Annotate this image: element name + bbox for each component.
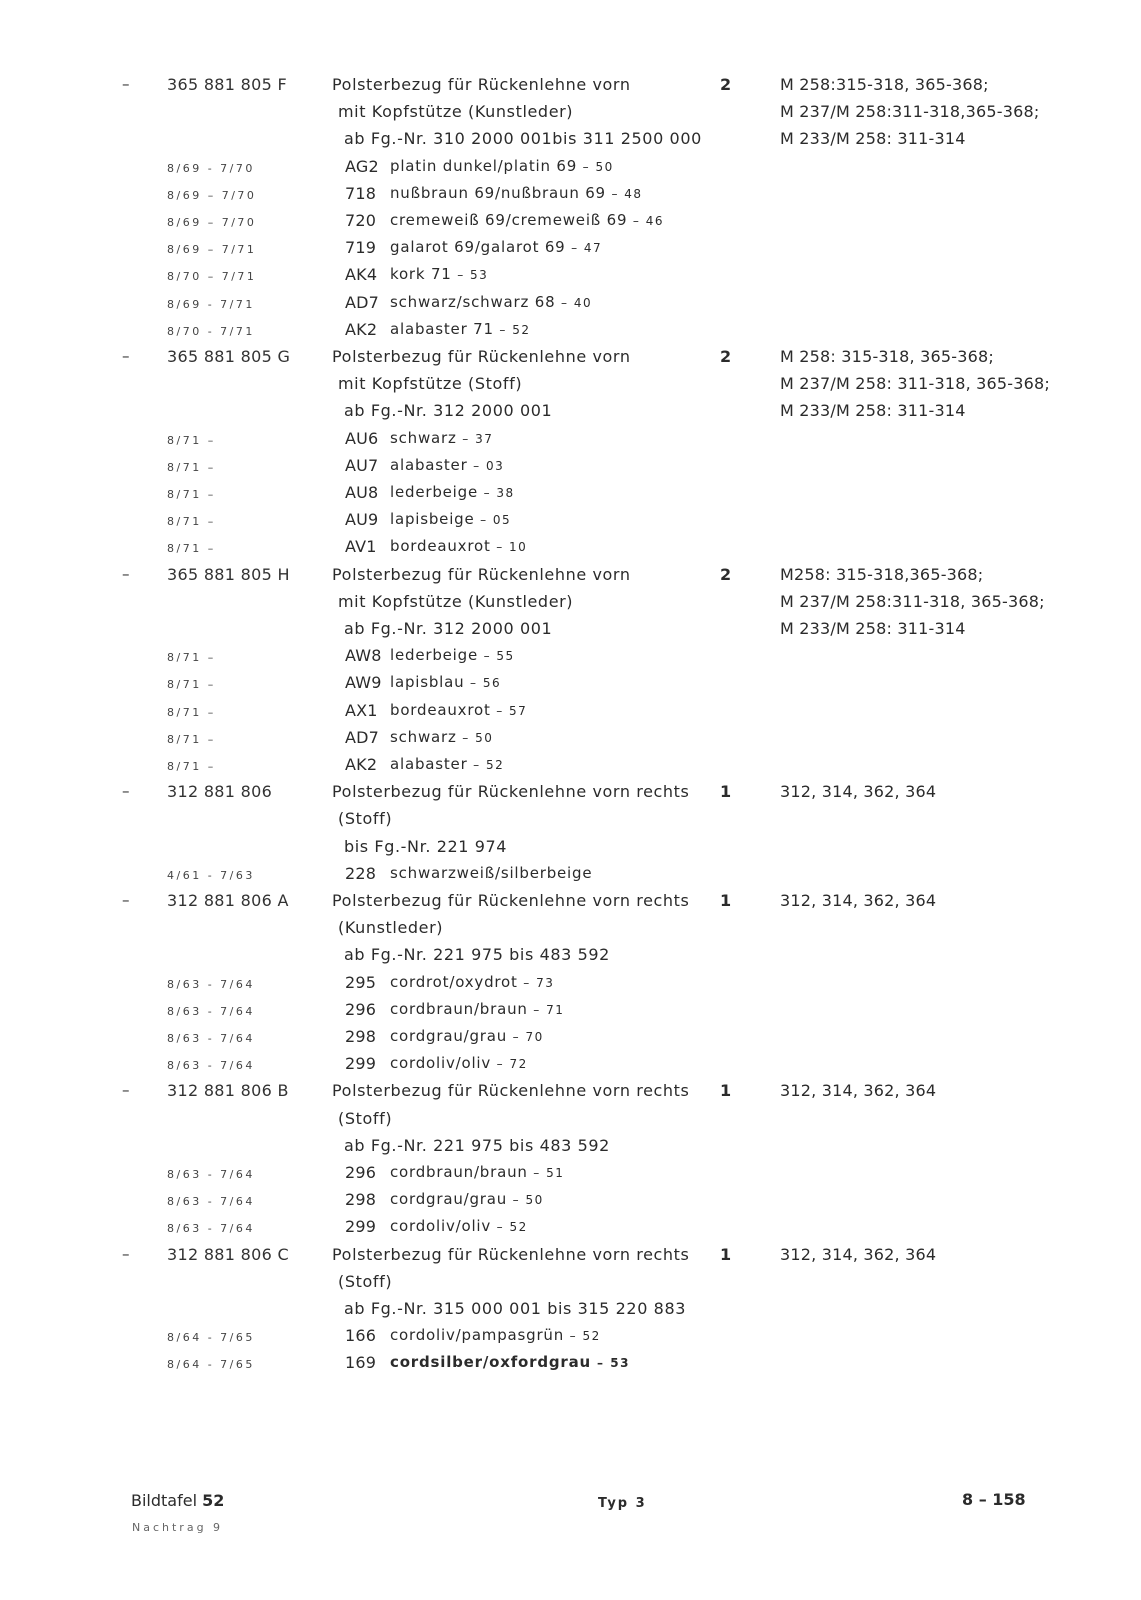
part-description: ab Fg.-Nr. 221 975 bis 483 592: [344, 945, 610, 965]
part-desc-row: [0, 1109, 1141, 1136]
production-date-range: 8/69 – 7/70: [167, 216, 257, 229]
part-description: mit Kopfstütze (Kunstleder): [338, 102, 574, 122]
color-variant-row: [0, 537, 1141, 564]
color-variant-row: [0, 973, 1141, 1000]
production-date-range: 8/69 - 7/71: [167, 297, 255, 311]
part-description: ab Fg.-Nr. 312 2000 001: [344, 401, 553, 421]
color-code: 298: [345, 1190, 377, 1210]
part-desc-row: [0, 374, 1141, 401]
part-desc-row: [0, 129, 1141, 156]
footer-bildtafel: [131, 1491, 224, 1510]
color-name: lapisblau: [390, 673, 465, 692]
part-number: 365 881 805 F: [167, 75, 287, 94]
color-variant-row: [0, 265, 1141, 292]
color-description: [390, 157, 614, 175]
model-reference: M 237/M 258:311-318, 365-368;: [780, 591, 1045, 611]
color-description: [390, 510, 511, 528]
color-name: cordgrau/grau: [390, 1190, 508, 1209]
color-variant-row: [0, 1163, 1141, 1190]
production-date-range: 8/71 –: [167, 488, 216, 501]
color-code: 228: [345, 863, 377, 883]
color-name: cremeweiß 69/cremeweiß 69: [390, 211, 628, 229]
part-description: Polsterbezug für Rückenlehne vorn rechts: [332, 782, 690, 802]
color-number: – 03: [473, 458, 505, 473]
color-code: AK4: [345, 265, 378, 285]
part-number: 312 881 806 C: [167, 1244, 289, 1264]
color-variant-row: [0, 456, 1141, 483]
production-date-range: 4/61 - 7/63: [167, 868, 255, 882]
color-number: – 10: [496, 540, 528, 555]
part-desc-row: [0, 619, 1141, 646]
part-number: 365 881 805 H: [167, 564, 290, 584]
color-code: AW8: [345, 646, 382, 666]
color-number: – 46: [632, 214, 664, 228]
color-number: – 70: [512, 1030, 544, 1044]
part-description: mit Kopfstütze (Kunstleder): [338, 591, 574, 611]
color-code: 299: [345, 1054, 377, 1074]
color-description: [390, 1217, 528, 1235]
production-date-range: 8/71 –: [167, 433, 216, 447]
color-description: [390, 646, 515, 664]
color-code: AD7: [345, 292, 380, 312]
bullet-dash: –: [122, 347, 130, 365]
color-variant-row: [0, 673, 1141, 700]
color-name: alabaster: [390, 755, 468, 773]
part-description: bis Fg.-Nr. 221 974: [344, 836, 508, 856]
color-variant-row: [0, 320, 1141, 347]
part-description: Polsterbezug für Rückenlehne vorn: [332, 564, 631, 584]
color-code: AU9: [345, 510, 379, 530]
model-reference: 312, 314, 362, 364: [780, 1081, 937, 1101]
color-name: bordeauxrot: [390, 700, 491, 719]
production-date-range: 8/71 –: [167, 732, 216, 746]
part-header-row: [0, 1245, 1141, 1272]
color-description: [390, 1190, 544, 1208]
part-description: (Stoff): [338, 1108, 393, 1128]
color-code: 299: [345, 1217, 377, 1237]
color-name: lederbeige: [390, 483, 478, 501]
quantity: 1: [720, 782, 732, 802]
part-number: 312 881 806: [167, 782, 273, 802]
production-date-range: 8/63 - 7/64: [167, 1168, 255, 1181]
color-number: – 71: [533, 1002, 565, 1017]
color-description: [390, 728, 493, 746]
color-number: – 52: [569, 1329, 601, 1344]
model-reference: M 237/M 258:311-318,365-368;: [780, 102, 1040, 122]
color-variant-row: [0, 1217, 1141, 1244]
quantity: 1: [720, 891, 732, 910]
part-number: 312 881 806 B: [167, 1081, 289, 1101]
footer-typ: Typ 3: [598, 1496, 647, 1511]
color-name: cordbraun/braun: [390, 999, 528, 1018]
color-variant-row: [0, 1054, 1141, 1081]
color-description: [390, 429, 493, 447]
part-description: (Kunstleder): [338, 918, 444, 938]
color-number: – 48: [611, 186, 643, 201]
color-code: 296: [345, 1163, 377, 1182]
color-number: – 38: [483, 486, 515, 500]
model-reference: 312, 314, 362, 364: [780, 891, 937, 910]
color-variant-row: [0, 293, 1141, 320]
model-reference: M 233/M 258: 311-314: [780, 129, 966, 149]
color-description: [390, 864, 592, 882]
color-number: – 53: [457, 268, 489, 283]
part-header-row: [0, 347, 1141, 374]
color-variant-row: [0, 1000, 1141, 1027]
production-date-range: 8/71 –: [167, 460, 216, 474]
model-reference: M 237/M 258: 311-318, 365-368;: [780, 374, 1050, 394]
part-desc-row: [0, 918, 1141, 945]
color-code: 720: [345, 211, 377, 230]
quantity: 2: [720, 75, 732, 94]
part-description: ab Fg.-Nr. 310 2000 001bis 311 2500 000: [344, 129, 702, 149]
production-date-range: 8/63 - 7/64: [167, 1032, 255, 1045]
color-variant-row: [0, 646, 1141, 673]
color-variant-row: [0, 1326, 1141, 1353]
color-name: alabaster: [390, 455, 468, 474]
color-description: [390, 755, 504, 773]
part-desc-row: [0, 837, 1141, 864]
production-date-range: 8/69 – 7/70: [167, 188, 257, 202]
color-number: – 55: [483, 649, 515, 664]
color-name: cordoliv/oliv: [390, 1217, 492, 1236]
color-name: cordsilber/oxfordgrau: [390, 1353, 592, 1372]
color-description: [390, 320, 530, 338]
color-name: schwarz: [390, 727, 457, 746]
color-variant-row: [0, 1353, 1141, 1380]
color-variant-row: [0, 728, 1141, 755]
production-date-range: 8/71 –: [167, 760, 216, 773]
color-name: cordbraun/braun: [390, 1163, 528, 1181]
color-description: [390, 1326, 601, 1344]
color-description: [390, 701, 527, 719]
part-desc-row: [0, 945, 1141, 972]
color-number: – 57: [496, 703, 528, 718]
part-description: (Stoff): [338, 1271, 393, 1291]
color-variant-row: [0, 184, 1141, 211]
color-description: [390, 211, 664, 229]
color-code: AU8: [345, 483, 379, 502]
model-reference: M258: 315-318,365-368;: [780, 564, 984, 584]
color-description: [390, 293, 592, 311]
color-name: galarot 69/galarot 69: [390, 238, 566, 257]
color-name: cordoliv/oliv: [390, 1054, 492, 1073]
color-description: [390, 1163, 564, 1181]
color-variant-row: [0, 211, 1141, 238]
color-variant-row: [0, 864, 1141, 891]
bildtafel-number: 52: [202, 1491, 225, 1510]
part-header-row: [0, 75, 1141, 102]
part-description: mit Kopfstütze (Stoff): [338, 374, 523, 394]
color-number: – 52: [473, 758, 505, 772]
quantity: 2: [720, 564, 732, 584]
production-date-range: 8/71 –: [167, 651, 216, 665]
part-description: (Stoff): [338, 809, 393, 829]
color-number: – 73: [523, 975, 555, 990]
color-number: – 50: [512, 1193, 544, 1208]
bullet-dash: –: [122, 1244, 130, 1263]
production-date-range: 8/63 - 7/64: [167, 1004, 255, 1018]
bullet-dash: –: [122, 891, 130, 909]
color-description: [390, 483, 515, 501]
color-code: AU7: [345, 455, 379, 475]
color-number: – 47: [571, 241, 603, 256]
color-name: schwarzweiß/silberbeige: [390, 863, 593, 882]
color-code: 166: [345, 1326, 377, 1346]
color-code: AK2: [345, 755, 378, 774]
part-desc-row: [0, 1299, 1141, 1326]
color-code: 169: [345, 1353, 377, 1373]
bullet-dash: –: [122, 75, 130, 93]
part-description: Polsterbezug für Rückenlehne vorn rechts: [332, 1244, 690, 1264]
production-date-range: 8/70 - 7/71: [167, 324, 255, 338]
color-code: AD7: [345, 727, 380, 747]
part-number: 365 881 805 G: [167, 347, 291, 366]
color-name: schwarz: [390, 428, 457, 447]
color-number: – 37: [462, 431, 494, 446]
production-date-range: 8/71 –: [167, 678, 216, 692]
color-code: AW9: [345, 673, 382, 693]
production-date-range: 8/63 - 7/64: [167, 1059, 255, 1073]
color-number: – 53: [597, 1356, 630, 1371]
color-name: alabaster 71: [390, 319, 494, 338]
color-number: – 05: [480, 513, 512, 528]
color-code: AK2: [345, 319, 378, 339]
color-code: 719: [345, 238, 377, 258]
color-name: schwarz/schwarz 68: [390, 292, 556, 311]
part-header-row: [0, 565, 1141, 592]
part-header-row: [0, 1081, 1141, 1108]
bullet-dash: –: [122, 1081, 130, 1100]
color-variant-row: [0, 238, 1141, 265]
part-desc-row: [0, 1136, 1141, 1163]
production-date-range: 8/64 - 7/65: [167, 1331, 255, 1345]
part-description: Polsterbezug für Rückenlehne vorn: [332, 347, 631, 366]
production-date-range: 8/63 - 7/64: [167, 1222, 255, 1236]
color-name: cordgrau/grau: [390, 1027, 508, 1045]
color-description: [390, 537, 527, 555]
color-description: [390, 673, 501, 691]
color-variant-row: [0, 755, 1141, 782]
color-code: 298: [345, 1027, 377, 1046]
color-code: 295: [345, 972, 377, 992]
color-code: 718: [345, 183, 377, 203]
part-desc-row: [0, 401, 1141, 428]
color-variant-row: [0, 157, 1141, 184]
color-variant-row: [0, 429, 1141, 456]
color-name: bordeauxrot: [390, 537, 491, 556]
color-code: 296: [345, 999, 377, 1019]
production-date-range: 8/63 - 7/64: [167, 977, 255, 991]
part-description: ab Fg.-Nr. 315 000 001 bis 315 220 883: [344, 1299, 687, 1318]
part-description: Polsterbezug für Rückenlehne vorn: [332, 75, 631, 94]
color-code: AU6: [345, 428, 379, 448]
color-number: – 51: [533, 1166, 565, 1180]
footer-page-number: 8 – 158: [962, 1490, 1026, 1509]
color-variant-row: [0, 510, 1141, 537]
model-reference: M 233/M 258: 311-314: [780, 401, 966, 421]
bullet-dash: –: [122, 782, 130, 801]
part-desc-row: [0, 809, 1141, 836]
color-description: [390, 1054, 528, 1072]
color-number: – 52: [496, 1220, 528, 1235]
quantity: 2: [720, 347, 732, 366]
part-desc-row: [0, 592, 1141, 619]
color-code: AG2: [345, 156, 379, 176]
quantity: 1: [720, 1081, 732, 1101]
color-variant-row: [0, 483, 1141, 510]
color-variant-row: [0, 1027, 1141, 1054]
production-date-range: 8/64 - 7/65: [167, 1358, 255, 1372]
color-code: AX1: [345, 700, 378, 720]
color-variant-row: [0, 1190, 1141, 1217]
color-description: [390, 184, 643, 202]
part-description: Polsterbezug für Rückenlehne vorn rechts: [332, 1081, 690, 1101]
color-code: AV1: [345, 537, 377, 557]
part-description: ab Fg.-Nr. 312 2000 001: [344, 619, 553, 638]
color-number: – 52: [499, 322, 531, 337]
color-description: [390, 238, 602, 256]
production-date-range: 8/69 - 7/70: [167, 161, 255, 175]
production-date-range: 8/70 – 7/71: [167, 270, 257, 284]
model-reference: M 258:315-318, 365-368;: [780, 75, 989, 94]
model-reference: M 233/M 258: 311-314: [780, 619, 966, 638]
model-reference: M 258: 315-318, 365-368;: [780, 347, 994, 366]
color-name: lederbeige: [390, 646, 478, 665]
quantity: 1: [720, 1244, 732, 1264]
color-description: [390, 1353, 630, 1371]
part-description: Polsterbezug für Rückenlehne vorn rechts: [332, 891, 690, 910]
color-name: kork 71: [390, 265, 452, 284]
production-date-range: 8/71 –: [167, 705, 216, 719]
model-reference: 312, 314, 362, 364: [780, 782, 937, 802]
color-variant-row: [0, 701, 1141, 728]
color-name: cordrot/oxydrot: [390, 972, 518, 991]
part-description: ab Fg.-Nr. 221 975 bis 483 592: [344, 1135, 610, 1155]
part-desc-row: [0, 102, 1141, 129]
color-name: nußbraun 69/nußbraun 69: [390, 183, 606, 202]
production-date-range: 8/71 –: [167, 542, 216, 556]
bildtafel-label: Bildtafel: [131, 1491, 198, 1510]
color-description: [390, 265, 488, 283]
color-description: [390, 973, 554, 991]
color-description: [390, 456, 504, 474]
color-number: – 50: [582, 159, 614, 174]
color-description: [390, 1000, 564, 1018]
part-header-row: [0, 782, 1141, 809]
part-desc-row: [0, 1272, 1141, 1299]
color-name: platin dunkel/platin 69: [390, 156, 578, 175]
color-name: lapisbeige: [390, 510, 475, 529]
color-name: cordoliv/pampasgrün: [390, 1326, 565, 1345]
model-reference: 312, 314, 362, 364: [780, 1244, 937, 1264]
production-date-range: 8/71 –: [167, 515, 216, 529]
color-number: – 72: [496, 1057, 528, 1072]
color-description: [390, 1027, 544, 1045]
color-number: – 50: [462, 730, 494, 745]
bullet-dash: –: [122, 564, 130, 583]
color-number: – 56: [470, 676, 502, 691]
production-date-range: 8/63 - 7/64: [167, 1195, 255, 1209]
footer-nachtrag: Nachtrag 9: [132, 1521, 224, 1534]
production-date-range: 8/69 – 7/71: [167, 243, 257, 257]
part-header-row: [0, 891, 1141, 918]
color-number: – 40: [561, 295, 593, 310]
part-number: 312 881 806 A: [167, 891, 289, 910]
